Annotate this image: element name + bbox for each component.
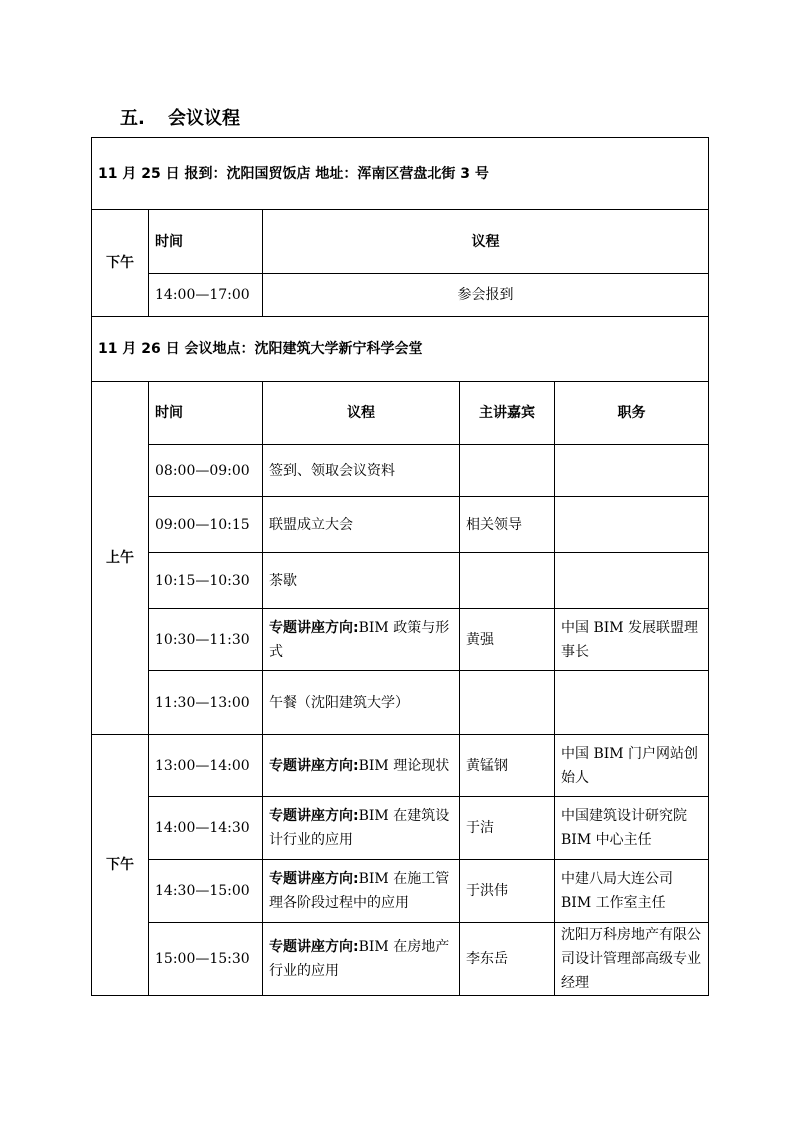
row-time: 14:00—17:00 xyxy=(149,274,263,317)
day1-header-row xyxy=(92,210,709,274)
row-position xyxy=(555,671,709,735)
row-position: 中建八局大连公司 BIM 工作室主任 xyxy=(555,860,709,923)
row-item-text: BIM 政策与形式 xyxy=(269,619,450,660)
row-speaker: 相关领导 xyxy=(460,497,555,553)
morning-period: 上午 xyxy=(92,382,149,735)
day2-time-header: 时间 xyxy=(149,382,263,445)
row-time: 08:00—09:00 xyxy=(149,445,263,497)
row-speaker: 于洪伟 xyxy=(460,860,555,923)
row-item-text: 茶歇 xyxy=(269,572,297,589)
row-item xyxy=(263,609,460,671)
day2-speaker-header: 主讲嘉宾 xyxy=(460,382,555,445)
table-row xyxy=(92,735,709,797)
row-item-text: 联盟成立大会 xyxy=(269,516,353,533)
row-position: 中国 BIM 门户网站创始人 xyxy=(555,735,709,797)
row-position xyxy=(555,445,709,497)
row-item-text: BIM 在施工管理各阶段过程中的应用 xyxy=(269,871,450,911)
row-topic: 专题讲座方向: xyxy=(269,871,359,887)
section-number: 五. xyxy=(120,108,145,129)
row-item xyxy=(263,445,460,497)
row-item: 参会报到 xyxy=(263,274,709,317)
row-item xyxy=(263,671,460,735)
day2-banner-row xyxy=(92,317,709,382)
day1-banner: 11 月 25 日 报到：沈阳国贸饭店 地址：浑南区营盘北街 3 号 xyxy=(92,138,709,210)
table-row xyxy=(92,671,709,735)
row-speaker: 黄强 xyxy=(460,609,555,671)
row-item-text: 午餐（沈阳建筑大学） xyxy=(269,694,409,711)
day2-agenda-header: 议程 xyxy=(263,382,460,445)
row-item-text: 签到、领取会议资料 xyxy=(269,462,395,479)
row-position: 沈阳万科房地产有限公司设计管理部高级专业经理 xyxy=(555,923,709,996)
row-time: 14:00—14:30 xyxy=(149,797,263,860)
table-row xyxy=(92,274,709,317)
row-speaker: 黄锰钢 xyxy=(460,735,555,797)
row-time: 13:00—14:00 xyxy=(149,735,263,797)
row-time: 10:30—11:30 xyxy=(149,609,263,671)
row-position: 中国建筑设计研究院 BIM 中心主任 xyxy=(555,797,709,860)
section-heading xyxy=(120,104,240,130)
day2-header-row xyxy=(92,382,709,445)
day1-time-header: 时间 xyxy=(149,210,263,274)
row-item-text: BIM 在房地产行业的应用 xyxy=(269,939,450,979)
row-item xyxy=(263,735,460,797)
row-time: 10:15—10:30 xyxy=(149,553,263,609)
row-topic: 专题讲座方向: xyxy=(269,757,359,774)
row-time: 14:30—15:00 xyxy=(149,860,263,923)
table-row xyxy=(92,860,709,923)
day1-agenda-header: 议程 xyxy=(263,210,709,274)
table-row xyxy=(92,553,709,609)
row-time: 15:00—15:30 xyxy=(149,923,263,996)
row-topic: 专题讲座方向: xyxy=(269,808,359,824)
row-topic: 专题讲座方向: xyxy=(269,619,359,636)
table-row xyxy=(92,445,709,497)
day2-banner: 11 月 26 日 会议地点：沈阳建筑大学新宁科学会堂 xyxy=(92,317,709,382)
row-item xyxy=(263,553,460,609)
row-time: 09:00—10:15 xyxy=(149,497,263,553)
table-row xyxy=(92,923,709,996)
row-speaker xyxy=(460,553,555,609)
table-row xyxy=(92,609,709,671)
row-item xyxy=(263,860,460,923)
day2-position-header: 职务 xyxy=(555,382,709,445)
section-title: 会议议程 xyxy=(168,108,240,129)
row-item-text: BIM 在建筑设计行业的应用 xyxy=(269,808,450,848)
table-row xyxy=(92,497,709,553)
row-speaker xyxy=(460,671,555,735)
row-time: 11:30—13:00 xyxy=(149,671,263,735)
row-item xyxy=(263,497,460,553)
row-item-text: BIM 理论现状 xyxy=(358,757,450,774)
table-row xyxy=(92,797,709,860)
afternoon-period: 下午 xyxy=(92,735,149,996)
agenda-table xyxy=(91,137,709,996)
row-topic: 专题讲座方向: xyxy=(269,939,359,955)
row-position: 中国 BIM 发展联盟理事长 xyxy=(555,609,709,671)
day1-banner-row xyxy=(92,138,709,210)
row-speaker: 李东岳 xyxy=(460,923,555,996)
row-position xyxy=(555,553,709,609)
row-speaker: 于洁 xyxy=(460,797,555,860)
row-position xyxy=(555,497,709,553)
row-speaker xyxy=(460,445,555,497)
row-item xyxy=(263,923,460,996)
day1-period: 下午 xyxy=(92,210,149,317)
row-item xyxy=(263,797,460,860)
